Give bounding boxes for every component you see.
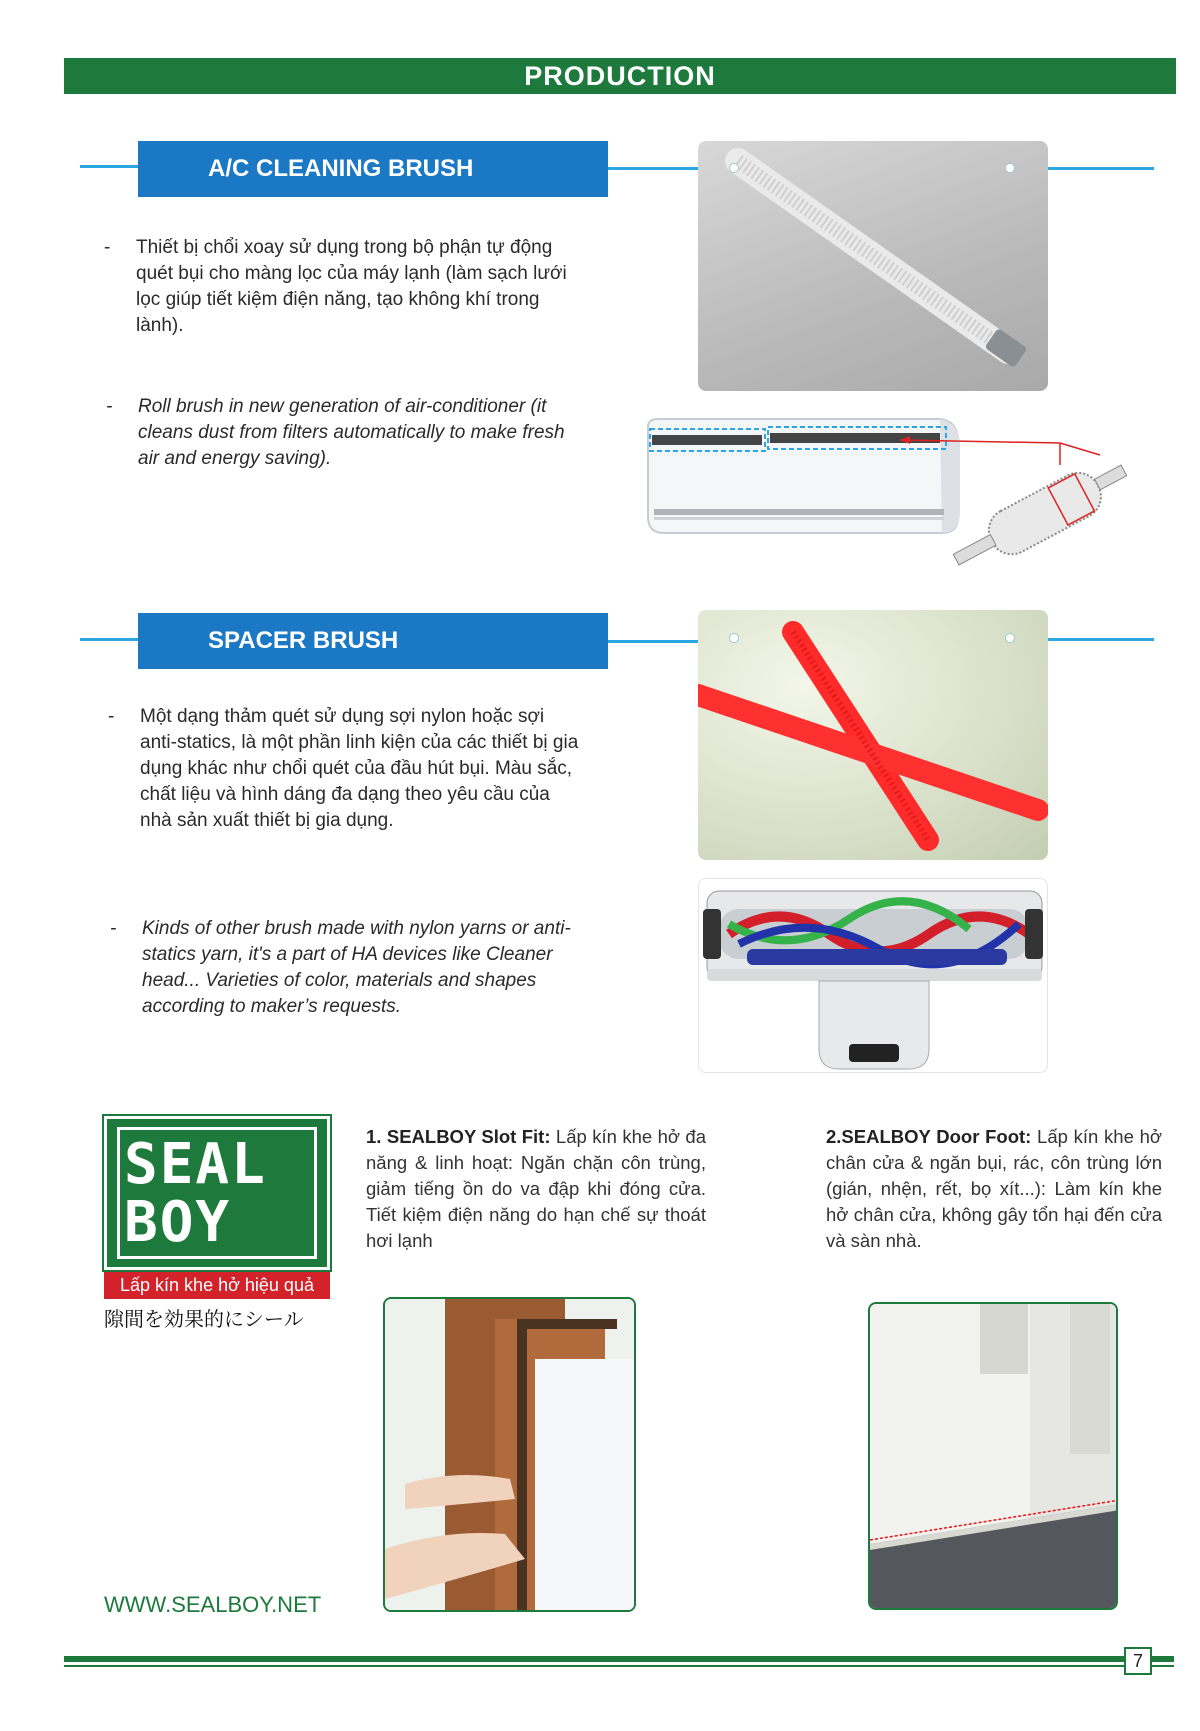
page-title-banner: PRODUCTION: [64, 58, 1176, 94]
section-title-ac-cleaning-brush: A/C CLEANING BRUSH: [138, 141, 608, 197]
section-title-spacer-brush: SPACER BRUSH: [138, 613, 608, 669]
connector-dot: [1006, 634, 1014, 642]
bullet-dash: -: [104, 237, 111, 258]
bullet-dash: -: [108, 706, 115, 727]
slot-fit-text: Lấp kín khe hở đa năng & linh hoạt: Ngăn chặn côn trùng, giảm tiếng ồn do va đập khi đóng cửa. Tiết kiệm điện năng do hạn chế sự thoát hơi lạnh: [366, 1126, 706, 1251]
spacer-vi-paragraph: [108, 704, 580, 834]
door-foot-title: 2.SEALBOY Door Foot:: [826, 1126, 1032, 1147]
slogan-vi: Lấp kín khe hở hiệu quả: [104, 1272, 330, 1299]
ac-vi-paragraph: [104, 235, 586, 339]
roll-brush-image: [698, 141, 1048, 391]
section-line-left: [80, 165, 140, 168]
section-line-left: [80, 638, 140, 641]
door-foot-description: [826, 1124, 1162, 1254]
ac-en-text: Roll brush in new generation of air-conditioner (it cleans dust from filters automatically to make fresh air and energy saving).: [138, 396, 565, 469]
roll-brush-photo: [698, 141, 1048, 391]
door-foot-image: [870, 1304, 1118, 1610]
bullet-dash: -: [110, 918, 117, 939]
footer-rule: [64, 1656, 1174, 1662]
spacer-brush-photo: [698, 610, 1048, 860]
slogan-jp: 隙間を効果的にシール: [104, 1307, 304, 1331]
logo-text: SEAL BOY: [124, 1132, 267, 1255]
door-foot-photo: [868, 1302, 1118, 1610]
spacer-en-text: Kinds of other brush made with nylon yarns or anti-statics yarn, it's a part of HA devices like Cleaner head... Varieties of color, materials and shapes according to maker’s requests.: [142, 918, 571, 1017]
door-foot-text: Lấp kín khe hở chân cửa & ngăn bụi, rác, côn trùng lớn (gián, nhện, rết, bọ xít...): Làm kín khe hở chân cửa, không gây tổn hại đến cửa và sàn nhà.: [826, 1126, 1162, 1251]
connector-dot: [1006, 164, 1014, 172]
spacer-en-paragraph: [110, 916, 582, 1020]
cleaner-head-photo: [698, 878, 1048, 1073]
sealboy-logo: [104, 1116, 330, 1270]
cleaner-head-image: [699, 879, 1048, 1073]
ac-en-paragraph: [106, 394, 588, 472]
spacer-brush-image: [698, 610, 1048, 860]
slot-fit-image: [385, 1299, 636, 1612]
slot-fit-title: 1. SEALBOY Slot Fit:: [366, 1126, 551, 1147]
air-conditioner-diagram: [640, 405, 1170, 575]
footer-rule-thin: [64, 1665, 1174, 1667]
page-number: 7: [1124, 1647, 1152, 1675]
ac-vi-text: Thiết bị chổi xoay sử dụng trong bộ phận tự động quét bụi cho màng lọc của máy lạnh (làm sạch lưới lọc giúp tiết kiệm điện năng, tạo không khí trong lành).: [136, 237, 567, 336]
slot-fit-description: [366, 1124, 706, 1254]
spacer-vi-text: Một dạng thảm quét sử dụng sợi nylon hoặc sợi anti-statics, là một phần linh kiện của các thiết bị gia dụng khác như chổi quét của đầu hút bụi. Màu sắc, chất liệu và hình dáng đa dạng theo yêu cầu của nhà sản xuất thiết bị gia dụng.: [140, 706, 579, 831]
slot-fit-photo: [383, 1297, 636, 1612]
website-link[interactable]: WWW.SEALBOY.NET: [104, 1592, 322, 1617]
air-conditioner-drawing: [640, 405, 1170, 575]
connector-dot: [730, 634, 738, 642]
bullet-dash: -: [106, 396, 113, 417]
connector-dot: [730, 164, 738, 172]
logo-frame: [117, 1127, 317, 1259]
